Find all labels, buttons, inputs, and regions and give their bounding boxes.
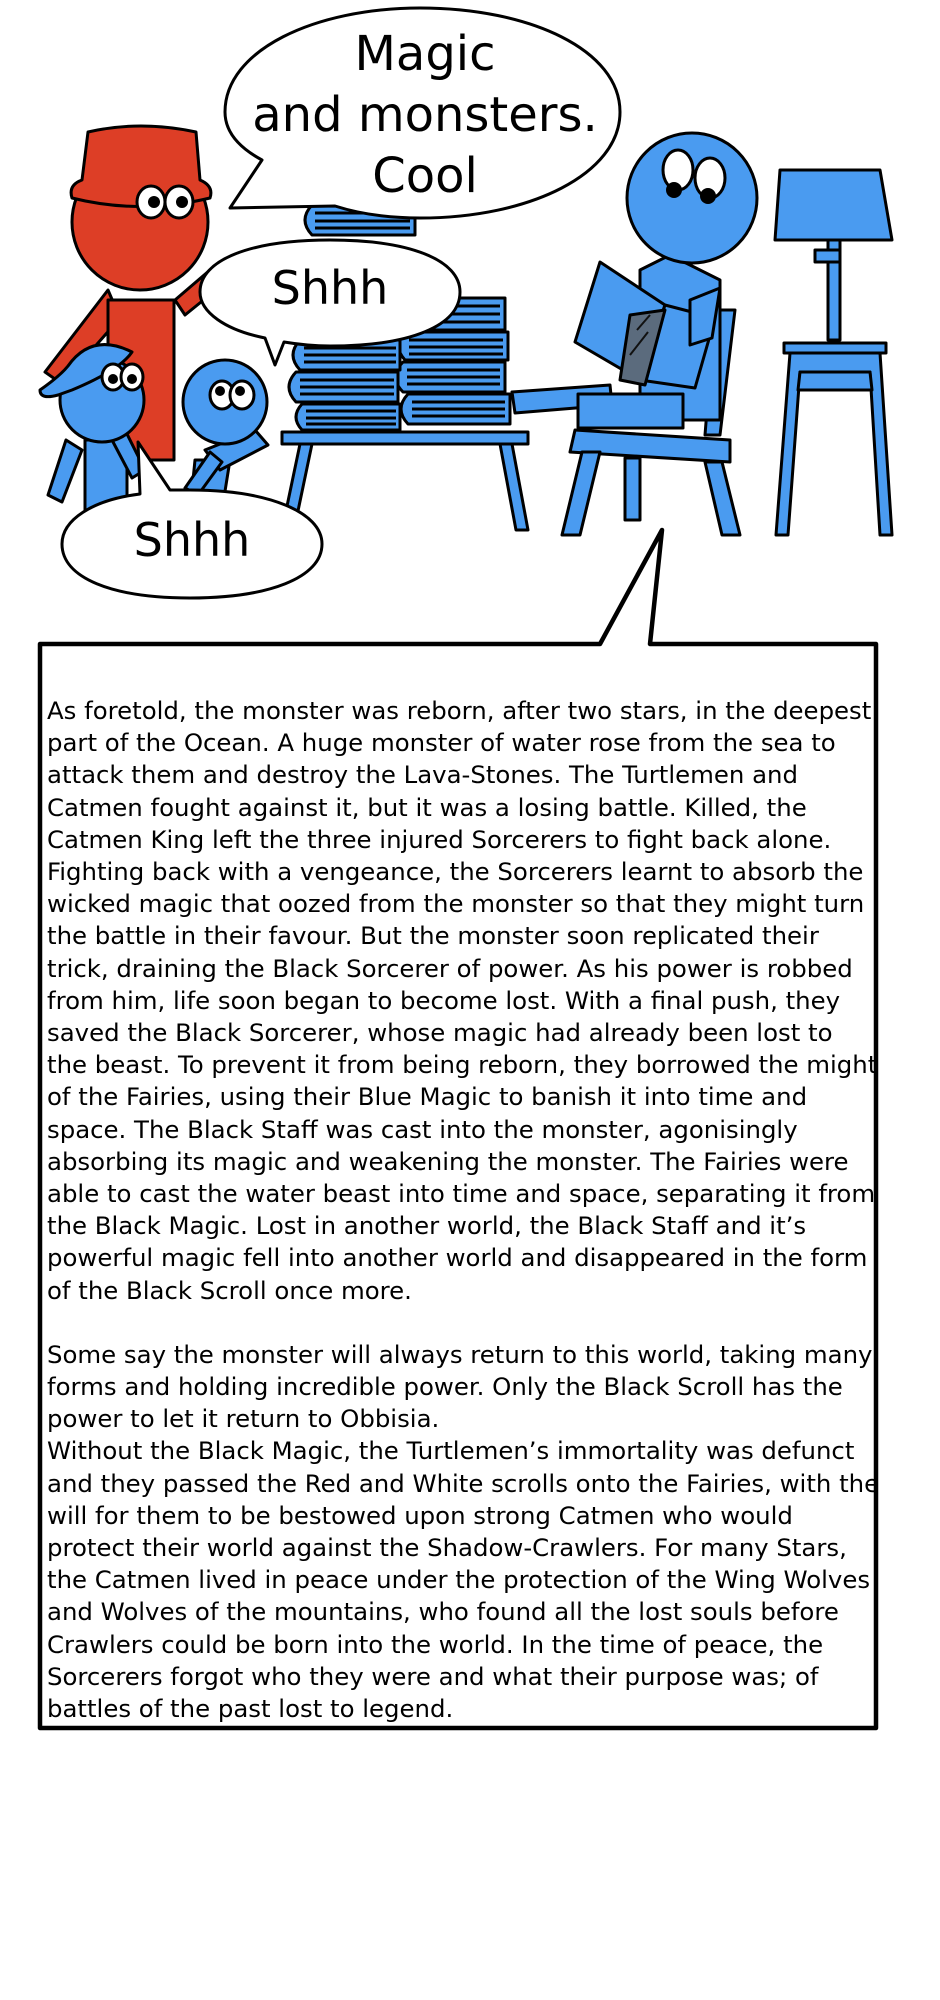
table <box>282 432 528 530</box>
reader-speech-text <box>240 24 610 207</box>
story-paragraph-1: As foretold, the monster was reborn, after two stars, in the deepest part of the Ocean. A huge monster of water rose from the sea to attack them and destroy the Lava-Stones. The Turtlemen and Catmen fought against it, but it was a losing battle. Killed, the Catmen King left the three injured Sorcerers to fight back alone. Fighting back with a vengeance, the Sorcerers learnt to absorb the wicked magic that oozed from the monster so that they might turn the battle in their favour. But the monster soon replicated their trick, draining the Black Sorcerer of power. As his power is robbed from him, life soon began to become lost. With a final push, they saved the Black Sorcerer, whose magic had already been lost to the beast. To prevent it from being reborn, they borrowed the might of the Fairies, using their Blue Magic to banish it into time and space. The Black Staff was cast into the monster, agonisingly absorbing its magic and weakening the monster. The Fairies were able to cast the water beast into time and space, separating it from the Black Magic. Lost in another world, the Black Staff and it’s powerful magic fell into another world and disappeared in the form of the Black Scroll once more. <box>47 696 878 1305</box>
story-paragraph-2: Some say the monster will always return to this world, taking many forms and holding incredible power. Only the Black Scroll has the power to let it return to Obbisia. <box>47 1339 873 1434</box>
story-text-box <box>40 658 888 1760</box>
story-paragraph-3: Without the Black Magic, the Turtlemen’s immortality was defunct and they passed the Red and White scrolls onto the Fairies, with the will for them to be bestowed upon strong Catmen who would protect their world against the Shadow-Crawlers. For many Stars, the Catmen lived in peace under the protection of the Wing Wolves and Wolves of the mountains, who found all the lost souls before Crawlers could be born into the world. In the time of peace, the Sorcerers forgot who they were and what their purpose was; of battles of the past lost to legend. <box>47 1436 880 1724</box>
hush-top-speech-text: Shhh <box>271 261 389 315</box>
lamp-table <box>775 170 892 535</box>
blue-child <box>183 360 268 510</box>
reader-speech-line-3: Cool <box>372 148 478 204</box>
reader-speech-line-2: and monsters. <box>252 87 598 143</box>
reader-speech-line-1: Magic <box>354 26 496 82</box>
hush-bottom-speech-text: Shhh <box>133 513 251 567</box>
